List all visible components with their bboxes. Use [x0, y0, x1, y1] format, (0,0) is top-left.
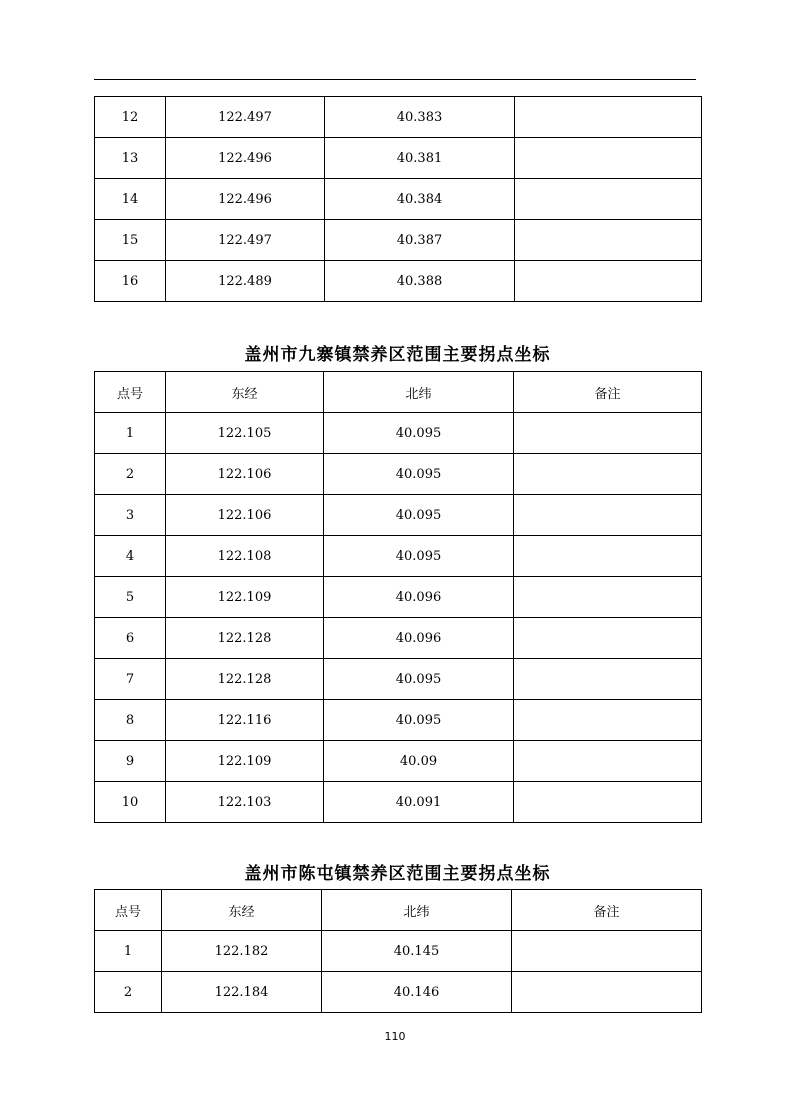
table-row — [95, 138, 702, 179]
cell-point-number: 14 — [95, 179, 166, 220]
cell-latitude: 40.384 — [325, 179, 515, 220]
table-row — [95, 97, 702, 138]
table-row — [95, 931, 702, 972]
section-title-jiuzhai: 盖州市九寨镇禁养区范围主要拐点坐标 — [244, 345, 551, 365]
cell-remark — [515, 97, 702, 138]
table-header-row — [95, 372, 702, 413]
cell-latitude: 40.387 — [325, 220, 515, 261]
cell-remark — [514, 536, 702, 577]
column-header-longitude: 东经 — [162, 890, 322, 931]
column-header-longitude: 东经 — [166, 372, 324, 413]
table-row — [95, 495, 702, 536]
cell-longitude: 122.182 — [162, 931, 322, 972]
cell-latitude: 40.091 — [324, 782, 514, 823]
cell-longitude: 122.497 — [166, 220, 325, 261]
cell-latitude: 40.096 — [324, 618, 514, 659]
table-header-row — [95, 890, 702, 931]
cell-remark — [514, 413, 702, 454]
table-row — [95, 618, 702, 659]
cell-point-number: 5 — [95, 577, 166, 618]
cell-remark — [512, 931, 702, 972]
cell-longitude: 122.496 — [166, 138, 325, 179]
cell-longitude: 122.106 — [166, 495, 324, 536]
cell-remark — [515, 179, 702, 220]
cell-point-number: 16 — [95, 261, 166, 302]
cell-latitude: 40.145 — [322, 931, 512, 972]
cell-remark — [514, 741, 702, 782]
cell-longitude: 122.105 — [166, 413, 324, 454]
table-row — [95, 741, 702, 782]
cell-point-number: 2 — [95, 454, 166, 495]
cell-latitude: 40.096 — [324, 577, 514, 618]
cell-point-number: 9 — [95, 741, 166, 782]
column-header-point-number: 点号 — [95, 372, 166, 413]
cell-latitude: 40.383 — [325, 97, 515, 138]
cell-point-number: 13 — [95, 138, 166, 179]
section-title-chentun: 盖州市陈屯镇禁养区范围主要拐点坐标 — [244, 864, 551, 884]
cell-longitude: 122.496 — [166, 179, 325, 220]
cell-latitude: 40.095 — [324, 413, 514, 454]
cell-point-number: 3 — [95, 495, 166, 536]
table-row — [95, 659, 702, 700]
cell-latitude: 40.095 — [324, 700, 514, 741]
cell-latitude: 40.095 — [324, 454, 514, 495]
cell-point-number: 1 — [95, 931, 162, 972]
cell-point-number: 15 — [95, 220, 166, 261]
cell-latitude: 40.095 — [324, 659, 514, 700]
table-row — [95, 261, 702, 302]
cell-latitude: 40.388 — [325, 261, 515, 302]
cell-point-number: 7 — [95, 659, 166, 700]
cell-remark — [514, 618, 702, 659]
cell-latitude: 40.095 — [324, 536, 514, 577]
cell-longitude: 122.128 — [166, 659, 324, 700]
cell-latitude: 40.381 — [325, 138, 515, 179]
table-row — [95, 179, 702, 220]
cell-remark — [515, 138, 702, 179]
cell-point-number: 4 — [95, 536, 166, 577]
table-row — [95, 454, 702, 495]
cell-point-number: 6 — [95, 618, 166, 659]
cell-point-number: 1 — [95, 413, 166, 454]
cell-point-number: 2 — [95, 972, 162, 1013]
table-row — [95, 782, 702, 823]
cell-remark — [515, 261, 702, 302]
cell-longitude: 122.106 — [166, 454, 324, 495]
table-row — [95, 220, 702, 261]
cell-longitude: 122.128 — [166, 618, 324, 659]
cell-latitude: 40.09 — [324, 741, 514, 782]
cell-remark — [514, 700, 702, 741]
table-row — [95, 536, 702, 577]
coordinate-table-chentun — [94, 889, 702, 1013]
cell-remark — [514, 659, 702, 700]
cell-point-number: 8 — [95, 700, 166, 741]
table-row — [95, 413, 702, 454]
cell-remark — [514, 577, 702, 618]
cell-longitude: 122.109 — [166, 741, 324, 782]
header-rule — [94, 79, 696, 80]
cell-remark — [514, 495, 702, 536]
cell-longitude: 122.109 — [166, 577, 324, 618]
column-header-latitude: 北纬 — [322, 890, 512, 931]
cell-latitude: 40.146 — [322, 972, 512, 1013]
cell-longitude: 122.108 — [166, 536, 324, 577]
column-header-point-number: 点号 — [95, 890, 162, 931]
cell-longitude: 122.489 — [166, 261, 325, 302]
cell-longitude: 122.103 — [166, 782, 324, 823]
column-header-remark: 备注 — [514, 372, 702, 413]
table-row — [95, 577, 702, 618]
cell-remark — [515, 220, 702, 261]
table-row — [95, 700, 702, 741]
column-header-latitude: 北纬 — [324, 372, 514, 413]
cell-remark — [514, 454, 702, 495]
cell-point-number: 12 — [95, 97, 166, 138]
column-header-remark: 备注 — [512, 890, 702, 931]
cell-remark — [514, 782, 702, 823]
table-row — [95, 972, 702, 1013]
cell-longitude: 122.116 — [166, 700, 324, 741]
page-number: 110 — [384, 1030, 406, 1043]
cell-point-number: 10 — [95, 782, 166, 823]
cell-latitude: 40.095 — [324, 495, 514, 536]
cell-longitude: 122.497 — [166, 97, 325, 138]
cell-longitude: 122.184 — [162, 972, 322, 1013]
cell-remark — [512, 972, 702, 1013]
coordinate-table-jiuzhai — [94, 371, 702, 823]
coordinate-table-continued — [94, 96, 702, 302]
